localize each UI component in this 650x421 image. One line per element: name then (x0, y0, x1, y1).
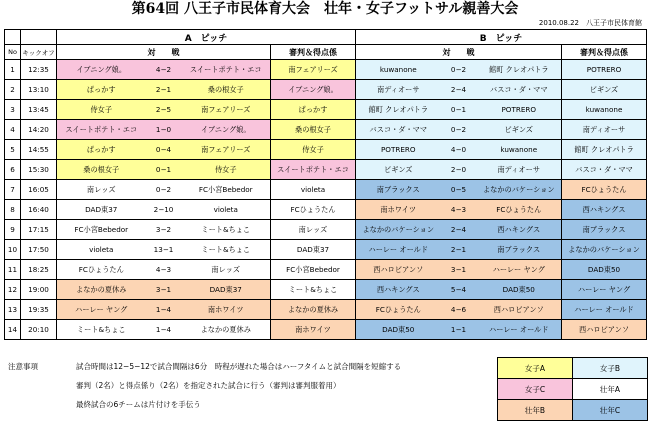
referee-a: FCひょうたん (271, 200, 356, 220)
away-team: FCひょうたん (496, 204, 542, 214)
score: 5−4 (450, 285, 467, 294)
row-no: 3 (5, 100, 21, 120)
away-team: 西ハキングス (497, 224, 541, 234)
away-team: よなかのバケーション (482, 184, 555, 194)
row-no: 4 (5, 120, 21, 140)
match-a (57, 100, 271, 120)
row-no: 1 (5, 60, 21, 80)
legend-women-a: 女子A (498, 358, 573, 379)
away-team: violeta (213, 205, 238, 214)
score: 2−1 (155, 85, 172, 94)
kickoff-header: キックオフ (21, 45, 57, 60)
table-row (5, 300, 647, 320)
table-row (5, 80, 647, 100)
referee-b: 南ブラックス (562, 220, 647, 240)
referee-b: DAD東50 (562, 260, 647, 280)
legend-senior-a: 壮年A (573, 379, 648, 400)
referee-b: ハーレー ヤング (562, 280, 647, 300)
match-b (356, 100, 562, 120)
away-team: 南フェアリーズ (201, 104, 251, 114)
score: 0−2 (155, 185, 172, 194)
match-b (356, 120, 562, 140)
kickoff-time: 19:00 (21, 280, 57, 300)
referee-a: violeta (271, 180, 356, 200)
kickoff-time: 16:05 (21, 180, 57, 200)
match-a (57, 80, 271, 100)
home-team: 南ブラックス (376, 184, 420, 194)
away-team: 南ブラックス (497, 244, 541, 254)
referee-a: DAD東37 (271, 240, 356, 260)
away-team: FC小宮Bebedor (198, 184, 253, 194)
match-a (57, 60, 271, 80)
score: 4−2 (155, 65, 172, 74)
referee-b: POTRERO (562, 60, 647, 80)
home-team: イブニング娘。 (76, 64, 127, 74)
away-team: 館町 クレオパトラ (489, 64, 549, 74)
row-no: 10 (5, 240, 21, 260)
home-team: POTRERO (380, 145, 416, 154)
home-team: ぱっかす (86, 84, 116, 94)
score: 0−2 (450, 125, 467, 134)
score: 2−5 (155, 105, 172, 114)
notes-section (8, 357, 478, 414)
match-b (356, 260, 562, 280)
score: 0−1 (450, 105, 467, 114)
referee-b: ハーレー オールド (562, 300, 647, 320)
match-a (57, 180, 271, 200)
kickoff-time: 17:50 (21, 240, 57, 260)
home-team: FCひょうたん (375, 304, 421, 314)
score: 0−4 (155, 145, 172, 154)
away-team: 南フェアリーズ (201, 144, 251, 154)
table-row (5, 200, 647, 220)
table-row (5, 240, 647, 260)
referee-b: 館町 クレオパトラ (562, 140, 647, 160)
home-team: FC小宮Bebedor (74, 224, 129, 234)
schedule-table (4, 29, 647, 340)
score: 4−3 (450, 205, 467, 214)
row-no: 14 (5, 320, 21, 340)
away-team: スイートポテト・エコ (189, 64, 262, 74)
score: 3−1 (450, 265, 467, 274)
table-row (5, 160, 647, 180)
home-team: スイートポテト・エコ (65, 124, 138, 134)
category-legend (497, 357, 648, 421)
referee-b: 西ハロビアンソ (562, 320, 647, 340)
score: 4−3 (155, 265, 172, 274)
home-team: ハーレー オールド (368, 244, 429, 254)
referee-a: ミート&ちょこ (271, 280, 356, 300)
away-team: DAD東37 (209, 284, 242, 294)
event-date-venue: 2010.08.22 八王子市民体育館 (538, 19, 642, 27)
away-team: ミート&ちょこ (201, 224, 251, 234)
home-team: ビギンズ (384, 164, 413, 174)
home-team: 館町 クレオパトラ (368, 104, 429, 114)
match-b (356, 160, 562, 180)
row-no: 6 (5, 160, 21, 180)
referee-b: FCひょうたん (562, 180, 647, 200)
away-team: kuwanone (500, 145, 538, 154)
referee-b: kuwanone (562, 100, 647, 120)
away-team: 西ハロビアンソ (493, 304, 544, 314)
match-header-b: 対 戦 (356, 45, 562, 60)
referee-a: 南フェアリーズ (271, 60, 356, 80)
note-line: 最終試合の6チームは片付けを手伝う (76, 400, 201, 409)
kickoff-time: 20:10 (21, 320, 57, 340)
match-b (356, 200, 562, 220)
kickoff-time: 13:45 (21, 100, 57, 120)
home-team: 桑の根女子 (83, 164, 120, 174)
table-row (5, 280, 647, 300)
referee-b: 南ディオーサ (562, 120, 647, 140)
score: 3−1 (155, 285, 172, 294)
match-b (356, 180, 562, 200)
legend-women-b: 女子B (573, 358, 648, 379)
row-no: 7 (5, 180, 21, 200)
kickoff-time: 16:40 (21, 200, 57, 220)
referee-a: 南ホワイツ (271, 320, 356, 340)
score: 2−10 (153, 205, 174, 214)
referee-header-b: 審判＆得点係 (562, 45, 647, 60)
row-no: 9 (5, 220, 21, 240)
home-team: よなかのバケーション (362, 224, 435, 234)
match-a (57, 280, 271, 300)
home-team: よなかの夏休み (76, 284, 127, 294)
match-b (356, 280, 562, 300)
referee-a: イブニング娘。 (271, 80, 356, 100)
match-b (356, 320, 562, 340)
away-team: バスコ・ダ・ママ (490, 84, 548, 94)
home-team: FCひょうたん (78, 264, 124, 274)
kickoff-time: 14:20 (21, 120, 57, 140)
referee-a: 桑の根女子 (271, 120, 356, 140)
table-row (5, 260, 647, 280)
home-team: 西ハキングス (376, 284, 420, 294)
score: 1−4 (155, 305, 172, 314)
referee-a: 侍女子 (271, 140, 356, 160)
match-b (356, 60, 562, 80)
home-team: DAD東37 (85, 204, 118, 214)
kickoff-time: 19:35 (21, 300, 57, 320)
home-team: DAD東50 (382, 324, 415, 334)
table-row (5, 180, 647, 200)
away-team: DAD東50 (502, 284, 535, 294)
away-team: ハーレー オールド (489, 324, 549, 334)
row-no: 11 (5, 260, 21, 280)
table-row (5, 220, 647, 240)
note-line: 審判（2名）と得点係り（2名）を指定された試合に行う（審判は審判服着用） (76, 381, 341, 390)
referee-a: 南レッズ (271, 220, 356, 240)
kickoff-time: 18:25 (21, 260, 57, 280)
score: 3−2 (155, 225, 172, 234)
row-no: 5 (5, 140, 21, 160)
match-header-a: 対 戦 (57, 45, 271, 60)
away-team: 南ディオーサ (497, 164, 541, 174)
score: 2−1 (450, 245, 467, 254)
match-a (57, 300, 271, 320)
notes-label: 注意事項 (8, 362, 38, 371)
match-b (356, 220, 562, 240)
away-team: 南ホワイツ (207, 304, 244, 314)
home-team: kuwanone (379, 65, 417, 74)
referee-a: よなかの夏休み (271, 300, 356, 320)
referee-a: スイートポテト・エコ (271, 160, 356, 180)
away-team: ビギンズ (504, 124, 533, 134)
score: 1−0 (155, 125, 172, 134)
score: 4−0 (450, 145, 467, 154)
score: 1−1 (450, 325, 467, 334)
match-b (356, 300, 562, 320)
table-row (5, 60, 647, 80)
note-line: 試合時間は12−5−12で試合間隔は6分 時程が遅れた場合はハーフタイムと試合間隔を短縮する (76, 362, 402, 371)
referee-b: バスコ・ダ・ママ (562, 160, 647, 180)
home-team: 南レッズ (86, 184, 116, 194)
referee-a: FC小宮Bebedor (271, 260, 356, 280)
match-a (57, 140, 271, 160)
referee-b: 西ハキングス (562, 200, 647, 220)
score: 2−4 (450, 85, 467, 94)
score: 13−1 (153, 245, 174, 254)
score: 0−2 (450, 65, 467, 74)
no-header: No (5, 45, 21, 60)
table-row (5, 120, 647, 140)
match-a (57, 260, 271, 280)
match-b (356, 80, 562, 100)
score: 2−0 (450, 165, 467, 174)
page-title: 第64回 八王子市民体育大会 壮年・女子フットサル親善大会 (131, 1, 519, 17)
referee-header-a: 審判＆得点係 (271, 45, 356, 60)
row-no: 2 (5, 80, 21, 100)
home-team: ハーレー ヤング (75, 304, 128, 314)
legend-senior-c: 壮年C (573, 400, 648, 421)
match-b (356, 140, 562, 160)
row-no: 12 (5, 280, 21, 300)
away-team: 南レッズ (211, 264, 241, 274)
referee-a: ぱっかす (271, 100, 356, 120)
home-team: バスコ・ダ・ママ (369, 124, 428, 134)
kickoff-time: 15:30 (21, 160, 57, 180)
home-team: 西ハロビアンソ (373, 264, 424, 274)
referee-b: よなかのバケーション (562, 240, 647, 260)
away-team: POTRERO (501, 105, 537, 114)
away-team: ミート&ちょこ (201, 244, 251, 254)
kickoff-time: 12:35 (21, 60, 57, 80)
match-a (57, 120, 271, 140)
referee-b: ビギンズ (562, 80, 647, 100)
home-team: ミート&ちょこ (76, 324, 126, 334)
kickoff-time: 17:15 (21, 220, 57, 240)
match-a (57, 240, 271, 260)
pitch-b-header: B ピッチ (356, 30, 647, 45)
home-team: 南ディオーサ (376, 84, 420, 94)
home-team: ぱっかす (86, 144, 116, 154)
legend-women-c: 女子C (498, 379, 573, 400)
match-a (57, 160, 271, 180)
away-team: 桑の根女子 (207, 84, 244, 94)
match-a (57, 200, 271, 220)
match-a (57, 220, 271, 240)
home-team: 侍女子 (90, 104, 113, 114)
match-a (57, 320, 271, 340)
away-team: 侍女子 (214, 164, 237, 174)
pitch-a-header: A ピッチ (57, 30, 356, 45)
kickoff-time: 14:55 (21, 140, 57, 160)
row-no: 8 (5, 200, 21, 220)
away-team: ハーレー ヤング (492, 264, 545, 274)
row-no: 13 (5, 300, 21, 320)
legend-senior-b: 壮年B (498, 400, 573, 421)
match-b (356, 240, 562, 260)
score: 4−6 (450, 305, 467, 314)
score: 0−1 (155, 165, 172, 174)
kickoff-time: 13:10 (21, 80, 57, 100)
score: 0−5 (450, 185, 467, 194)
away-team: よなかの夏休み (200, 324, 251, 334)
table-row (5, 140, 647, 160)
score: 2−4 (450, 225, 467, 234)
home-team: 南ホワイツ (380, 204, 417, 214)
table-row (5, 100, 647, 120)
away-team: イブニング娘。 (200, 124, 251, 134)
table-row (5, 320, 647, 340)
home-team: violeta (89, 245, 114, 254)
score: 1−4 (155, 325, 172, 334)
